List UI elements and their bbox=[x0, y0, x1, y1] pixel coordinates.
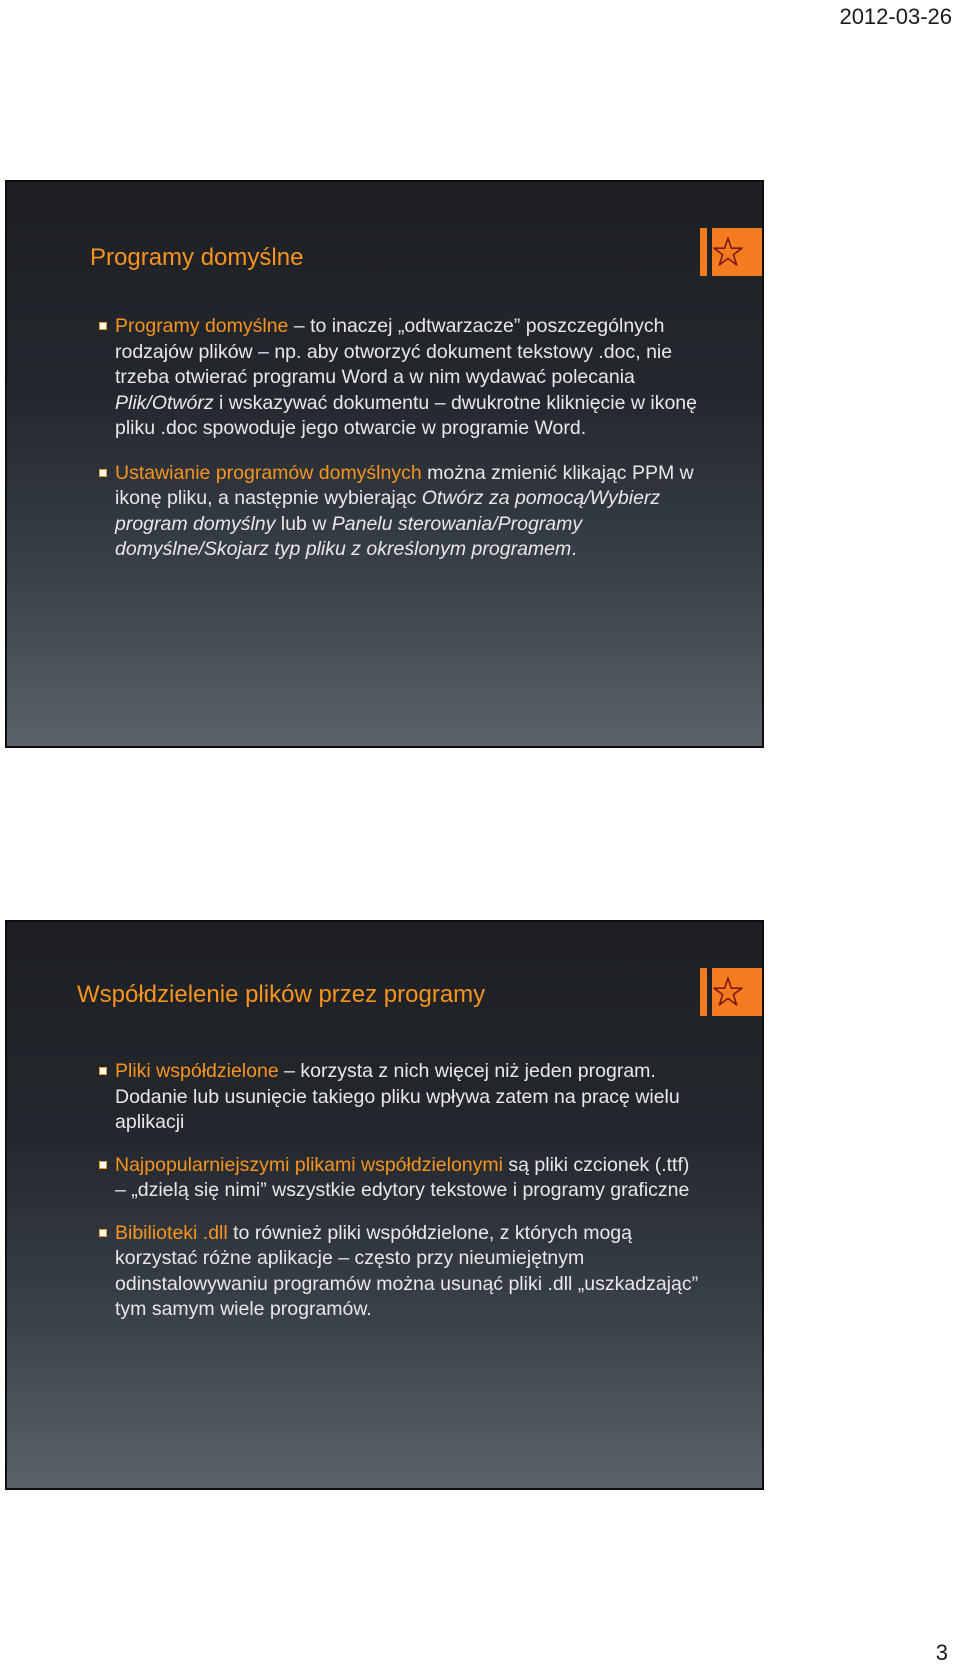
bullet-text: . bbox=[571, 538, 577, 560]
bullet-text-italic: Panelu sterowania/Programy domyślne/Skojarz typ pliku z określonym programem bbox=[115, 512, 583, 560]
star-icon bbox=[711, 235, 745, 269]
bullet-list bbox=[95, 314, 705, 563]
page-number: 3 bbox=[935, 1640, 948, 1665]
bullet-text: można zmienić klikając PPM w ikonę pliku, a następnie wybierając bbox=[115, 461, 694, 509]
bullet-item bbox=[95, 1153, 705, 1204]
bullet-text: lub w bbox=[275, 512, 332, 535]
bullet-text-italic: Otwórz za pomocą/Wybierz program domyślny bbox=[115, 487, 661, 535]
bullet-marker bbox=[99, 1161, 107, 1169]
star-icon bbox=[711, 975, 745, 1009]
bullet-item bbox=[95, 314, 705, 442]
slide-title: Współdzielenie plików przez programy bbox=[77, 981, 486, 1008]
slide-decoration bbox=[700, 228, 762, 276]
bullet-marker bbox=[99, 1067, 107, 1075]
bullet-list bbox=[95, 1059, 705, 1323]
bullet-lead: Ustawianie programów domyślnych bbox=[115, 461, 422, 484]
bullet-item bbox=[95, 461, 705, 563]
bullet-marker bbox=[99, 1229, 107, 1237]
bullet-text: – korzysta z nich więcej niż jeden program. Dodanie lub usunięcie takiego pliku wpływa zatem na pracę wielu aplikacji bbox=[115, 1060, 680, 1133]
slide-programy-domyslne bbox=[5, 180, 764, 748]
bullet-marker bbox=[99, 469, 107, 477]
bullet-item bbox=[95, 1059, 705, 1136]
bullet-text: i wskazywać dokumentu – dwukrotne kliknięcie w ikonę pliku .doc spowoduje jego otwarcie w programie Word. bbox=[115, 391, 697, 439]
slide-title: Programy domyślne bbox=[90, 244, 304, 271]
slide-wspoldzielenie-plikow bbox=[5, 920, 764, 1490]
bullet-marker bbox=[99, 322, 107, 330]
bullet-text: – to inaczej „odtwarzacze” poszczególnych rodzajów plików – np. aby otworzyć dokument tekstowy .doc, nie trzeba otwierać programu Word a w nim wydawać polecania bbox=[115, 315, 673, 388]
page-date: 2012-03-26 bbox=[839, 4, 952, 29]
bullet-lead: Bibilioteki .dll bbox=[115, 1221, 228, 1244]
accent-bar bbox=[700, 228, 707, 276]
slide-decoration bbox=[700, 968, 762, 1016]
accent-bar bbox=[700, 968, 707, 1016]
bullet-lead: Programy domyślne bbox=[115, 315, 289, 337]
bullet-lead: Najpopularniejszymi plikami współdzielonymi bbox=[115, 1153, 503, 1176]
bullet-item bbox=[95, 1221, 705, 1323]
bullet-text-italic: Plik/Otwórz bbox=[115, 391, 214, 414]
bullet-text: to również pliki współdzielone, z których mogą korzystać różne aplikacje – często przy nieumiejętnym odinstalowywaniu programów można usunąć pliki .dll „uszkadzając” tym samym wiele programów. bbox=[115, 1221, 699, 1320]
bullet-text: są pliki czcionek (.ttf) – „dzielą się nimi” wszystkie edytory tekstowe i programy graficzne bbox=[115, 1153, 690, 1201]
bullet-lead: Pliki współdzielone bbox=[115, 1060, 279, 1082]
